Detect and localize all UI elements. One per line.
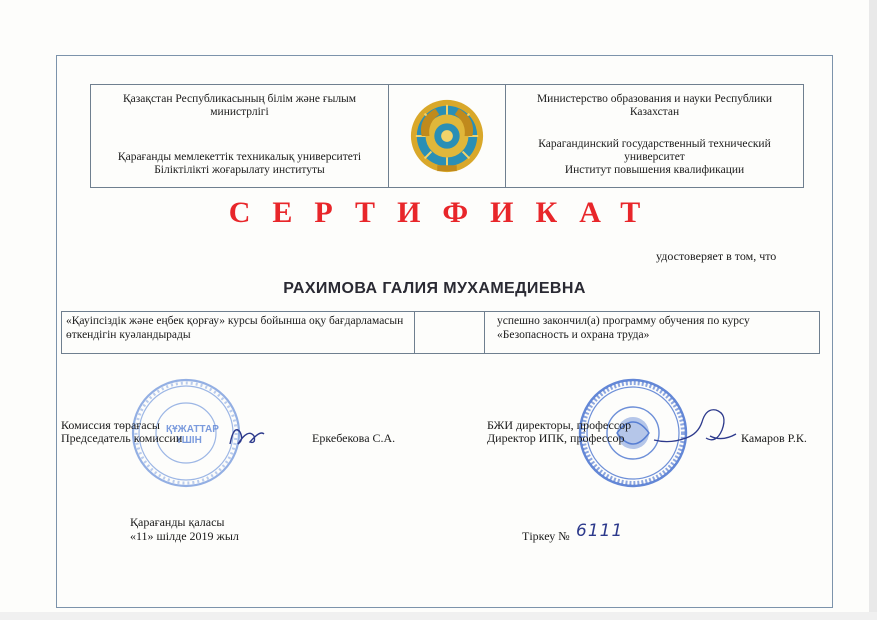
footer-date: «11» шілде 2019 жыл [130,529,239,543]
ru-institute: Институт повышения квалификации [564,164,745,176]
left-signer-title-ru: Председатель комиссии [61,431,183,445]
left-signature-icon [226,418,268,452]
ru-ministry: Министерство образования и науки Республики Казахстан [536,93,773,118]
right-signature-icon [650,400,740,450]
ru-university-block [512,138,797,177]
kz-institute: Біліктілікті жоғарылату институты [154,164,325,176]
registration-number: 6111 [576,521,624,541]
certificate-title: СЕРТИФИКАТ [228,196,663,229]
header-ru-cell [506,85,803,187]
state-emblem-icon [408,97,486,175]
kz-university: Қарағанды мемлекеттік техникалық университеті [117,151,362,163]
course-ru-text: успешно закончил(а) программу обучения по курсу «Безопасность и охрана труда» [497,315,750,341]
registration-label: Тіркеу № [522,529,570,543]
header-table [90,84,804,188]
course-table [61,311,820,354]
certifies-text: удостоверяет в том, что [656,249,777,263]
left-signer-name: Еркебекова С.А. [312,431,396,445]
right-signer-name: Камаров Р.К. [741,431,807,445]
right-signer-title-kz: БЖИ директоры, профессор [487,418,632,432]
header-emblem-cell [389,85,506,187]
course-empty-cell [415,312,485,353]
right-signer-title-ru: Директор ИПК, профессор [487,431,625,445]
recipient-name: РАХИМОВА ГАЛИЯ МУХАМЕДИЕВНА [283,280,586,297]
course-kz-text: «Қауіпсіздік және еңбек қорғау» курсы бойынша оқу бағдарламасын өткендігін куәландырады [62,312,415,353]
left-signer-title-kz: Комиссия төрағасы [61,418,160,432]
scan-edge-right [869,0,877,620]
ru-university: Карагандинский государственный технический университет [538,138,771,163]
kz-ministry: Қазақстан Республикасының білім және ғылым министрлігі [122,93,357,118]
stamp-left-text: ҚҰЖАТТАР ҮШІН [166,424,219,446]
header-kz-cell [91,85,389,187]
scan-edge-bottom [0,612,877,620]
kz-university-block [118,151,361,177]
footer-city: Қарағанды қаласы [130,515,225,529]
